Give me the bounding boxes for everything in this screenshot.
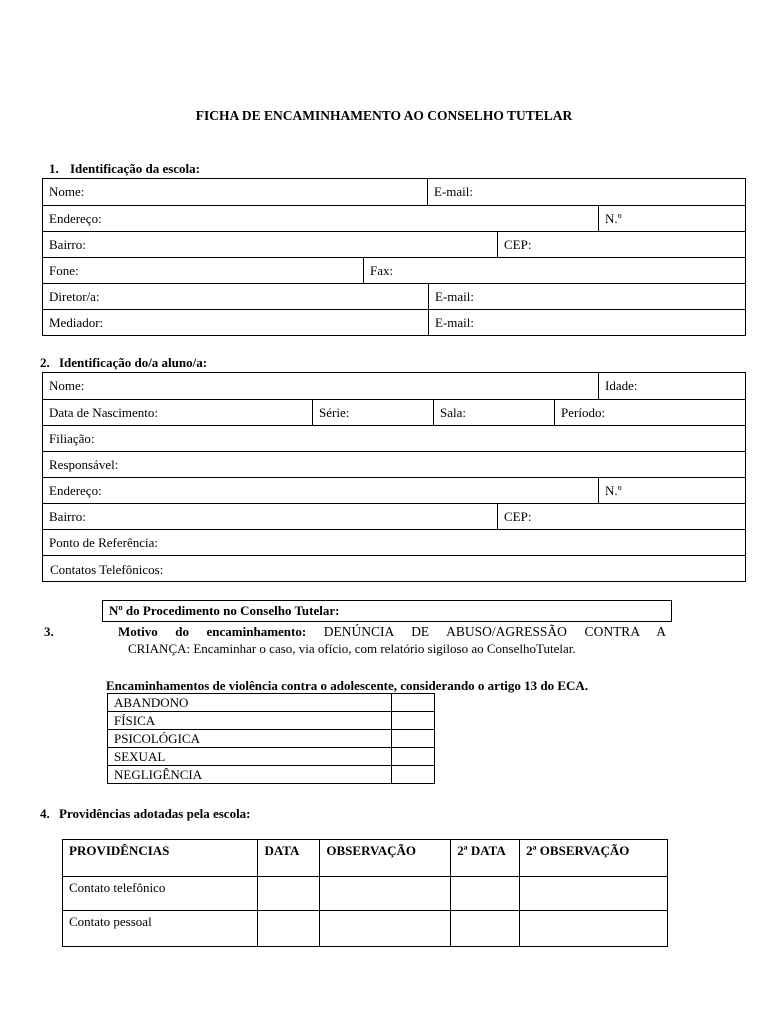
data-2-cell[interactable] [451, 911, 520, 947]
student-row-endereco [43, 477, 745, 504]
motivo-text: DENÚNCIA DE ABUSO/AGRESSÃO CONTRA A [323, 624, 666, 639]
table-row [63, 911, 668, 947]
data-cell[interactable] [258, 911, 320, 947]
student-numero-field[interactable]: N.º [598, 478, 745, 504]
student-cep-field[interactable]: CEP: [497, 504, 745, 530]
violencia-type-label: ABANDONO [108, 694, 392, 712]
school-cep-field[interactable]: CEP: [497, 232, 745, 258]
student-row-contatos [43, 555, 745, 583]
school-row-nome [43, 179, 745, 205]
student-nascimento-field[interactable]: Data de Nascimento: [49, 405, 159, 420]
section-1-title: Identificação da escola: [70, 161, 200, 176]
school-row-fone [43, 257, 745, 284]
violencia-row [108, 748, 435, 766]
school-bairro-field[interactable]: Bairro: [49, 237, 86, 252]
school-row-diretor [43, 283, 745, 310]
section-3-motivo-line1 [118, 624, 666, 640]
school-email-field[interactable]: E-mail: [427, 179, 745, 205]
school-mediador-email-field[interactable]: E-mail: [428, 310, 745, 336]
col-2-data: 2ª DATA [451, 840, 520, 877]
student-row-responsavel [43, 451, 745, 478]
providencia-label: Contato pessoal [63, 911, 258, 947]
violencia-type-label: SEXUAL [108, 748, 392, 766]
col-2-observacao: 2ª OBSERVAÇÃO [520, 840, 668, 877]
section-3-motivo-line2: CRIANÇA: Encaminhar o caso, via ofício, com relatório sigiloso ao ConselhoTutelar. [128, 641, 576, 656]
col-data: DATA [258, 840, 320, 877]
section-1-number: 1. [49, 161, 59, 176]
school-numero-field[interactable]: N.º [598, 206, 745, 232]
col-providencias: PROVIDÊNCIAS [63, 840, 258, 877]
school-diretor-email-field[interactable]: E-mail: [428, 284, 745, 310]
school-row-bairro [43, 231, 745, 258]
providencia-label: Contato telefônico [63, 877, 258, 911]
violencia-row [108, 694, 435, 712]
student-serie-field[interactable]: Série: [312, 400, 434, 426]
section-2-number: 2. [40, 355, 50, 370]
observacao-2-cell[interactable] [520, 877, 668, 911]
student-idade-field[interactable]: Idade: [598, 373, 745, 399]
observacao-cell[interactable] [320, 877, 451, 911]
student-bairro-field[interactable]: Bairro: [49, 509, 86, 524]
student-row-filiacao [43, 425, 745, 452]
school-mediador-field[interactable]: Mediador: [49, 315, 104, 330]
section-1-heading [49, 161, 200, 177]
observacao-cell[interactable] [320, 911, 451, 947]
observacao-2-cell[interactable] [520, 911, 668, 947]
violencia-check-cell[interactable] [392, 712, 435, 730]
school-identification-table [42, 178, 746, 336]
school-diretor-field[interactable]: Diretor/a: [49, 289, 100, 304]
violencia-check-cell[interactable] [392, 748, 435, 766]
document-title: FICHA DE ENCAMINHAMENTO AO CONSELHO TUTELAR [195, 108, 573, 123]
violencia-check-cell[interactable] [392, 730, 435, 748]
violencia-row [108, 730, 435, 748]
providencias-header-row [63, 840, 668, 877]
col-observacao: OBSERVAÇÃO [320, 840, 451, 877]
procedimento-field[interactable]: Nº do Procedimento no Conselho Tutelar: [102, 600, 672, 622]
table-row [63, 877, 668, 911]
violencia-type-label: PSICOLÓGICA [108, 730, 392, 748]
violencia-check-cell[interactable] [392, 694, 435, 712]
student-row-bairro [43, 503, 745, 530]
section-4-number: 4. [40, 806, 50, 821]
data-2-cell[interactable] [451, 877, 520, 911]
school-fax-field[interactable]: Fax: [363, 258, 745, 284]
violencia-table [107, 693, 435, 784]
section-4-heading [40, 806, 251, 822]
student-row-referencia [43, 529, 745, 556]
student-identification-table [42, 372, 746, 582]
school-row-endereco [43, 205, 745, 232]
student-referencia-field[interactable]: Ponto de Referência: [49, 535, 159, 550]
data-cell[interactable] [258, 877, 320, 911]
motivo-label: Motivo do encaminhamento: [118, 624, 307, 639]
section-4-title: Providências adotadas pela escola: [59, 806, 251, 821]
student-nome-field[interactable]: Nome: [49, 378, 85, 393]
student-filiacao-field[interactable]: Filiação: [49, 431, 95, 446]
section-2-title: Identificação do/a aluno/a: [59, 355, 208, 370]
violencia-type-label: FÍSICA [108, 712, 392, 730]
student-row-nascimento [43, 399, 745, 426]
student-responsavel-field[interactable]: Responsável: [49, 457, 119, 472]
school-fone-field[interactable]: Fone: [49, 263, 79, 278]
violencia-check-cell[interactable] [392, 766, 435, 784]
violencia-heading: Encaminhamentos de violência contra o adolescente, considerando o artigo 13 do ECA. [106, 678, 589, 693]
student-sala-field[interactable]: Sala: [433, 400, 555, 426]
student-endereco-field[interactable]: Endereço: [49, 483, 102, 498]
student-row-nome [43, 373, 745, 399]
student-contatos-field[interactable]: Contatos Telefônicos: [50, 562, 164, 577]
school-row-mediador [43, 309, 745, 336]
student-periodo-field[interactable]: Período: [554, 400, 745, 426]
section-2-heading [40, 355, 207, 371]
providencias-table [62, 839, 668, 947]
school-nome-field[interactable]: Nome: [49, 184, 85, 199]
section-3-number: 3. [44, 624, 54, 639]
violencia-row [108, 766, 435, 784]
violencia-type-label: NEGLIGÊNCIA [108, 766, 392, 784]
school-endereco-field[interactable]: Endereço: [49, 211, 102, 226]
violencia-row [108, 712, 435, 730]
